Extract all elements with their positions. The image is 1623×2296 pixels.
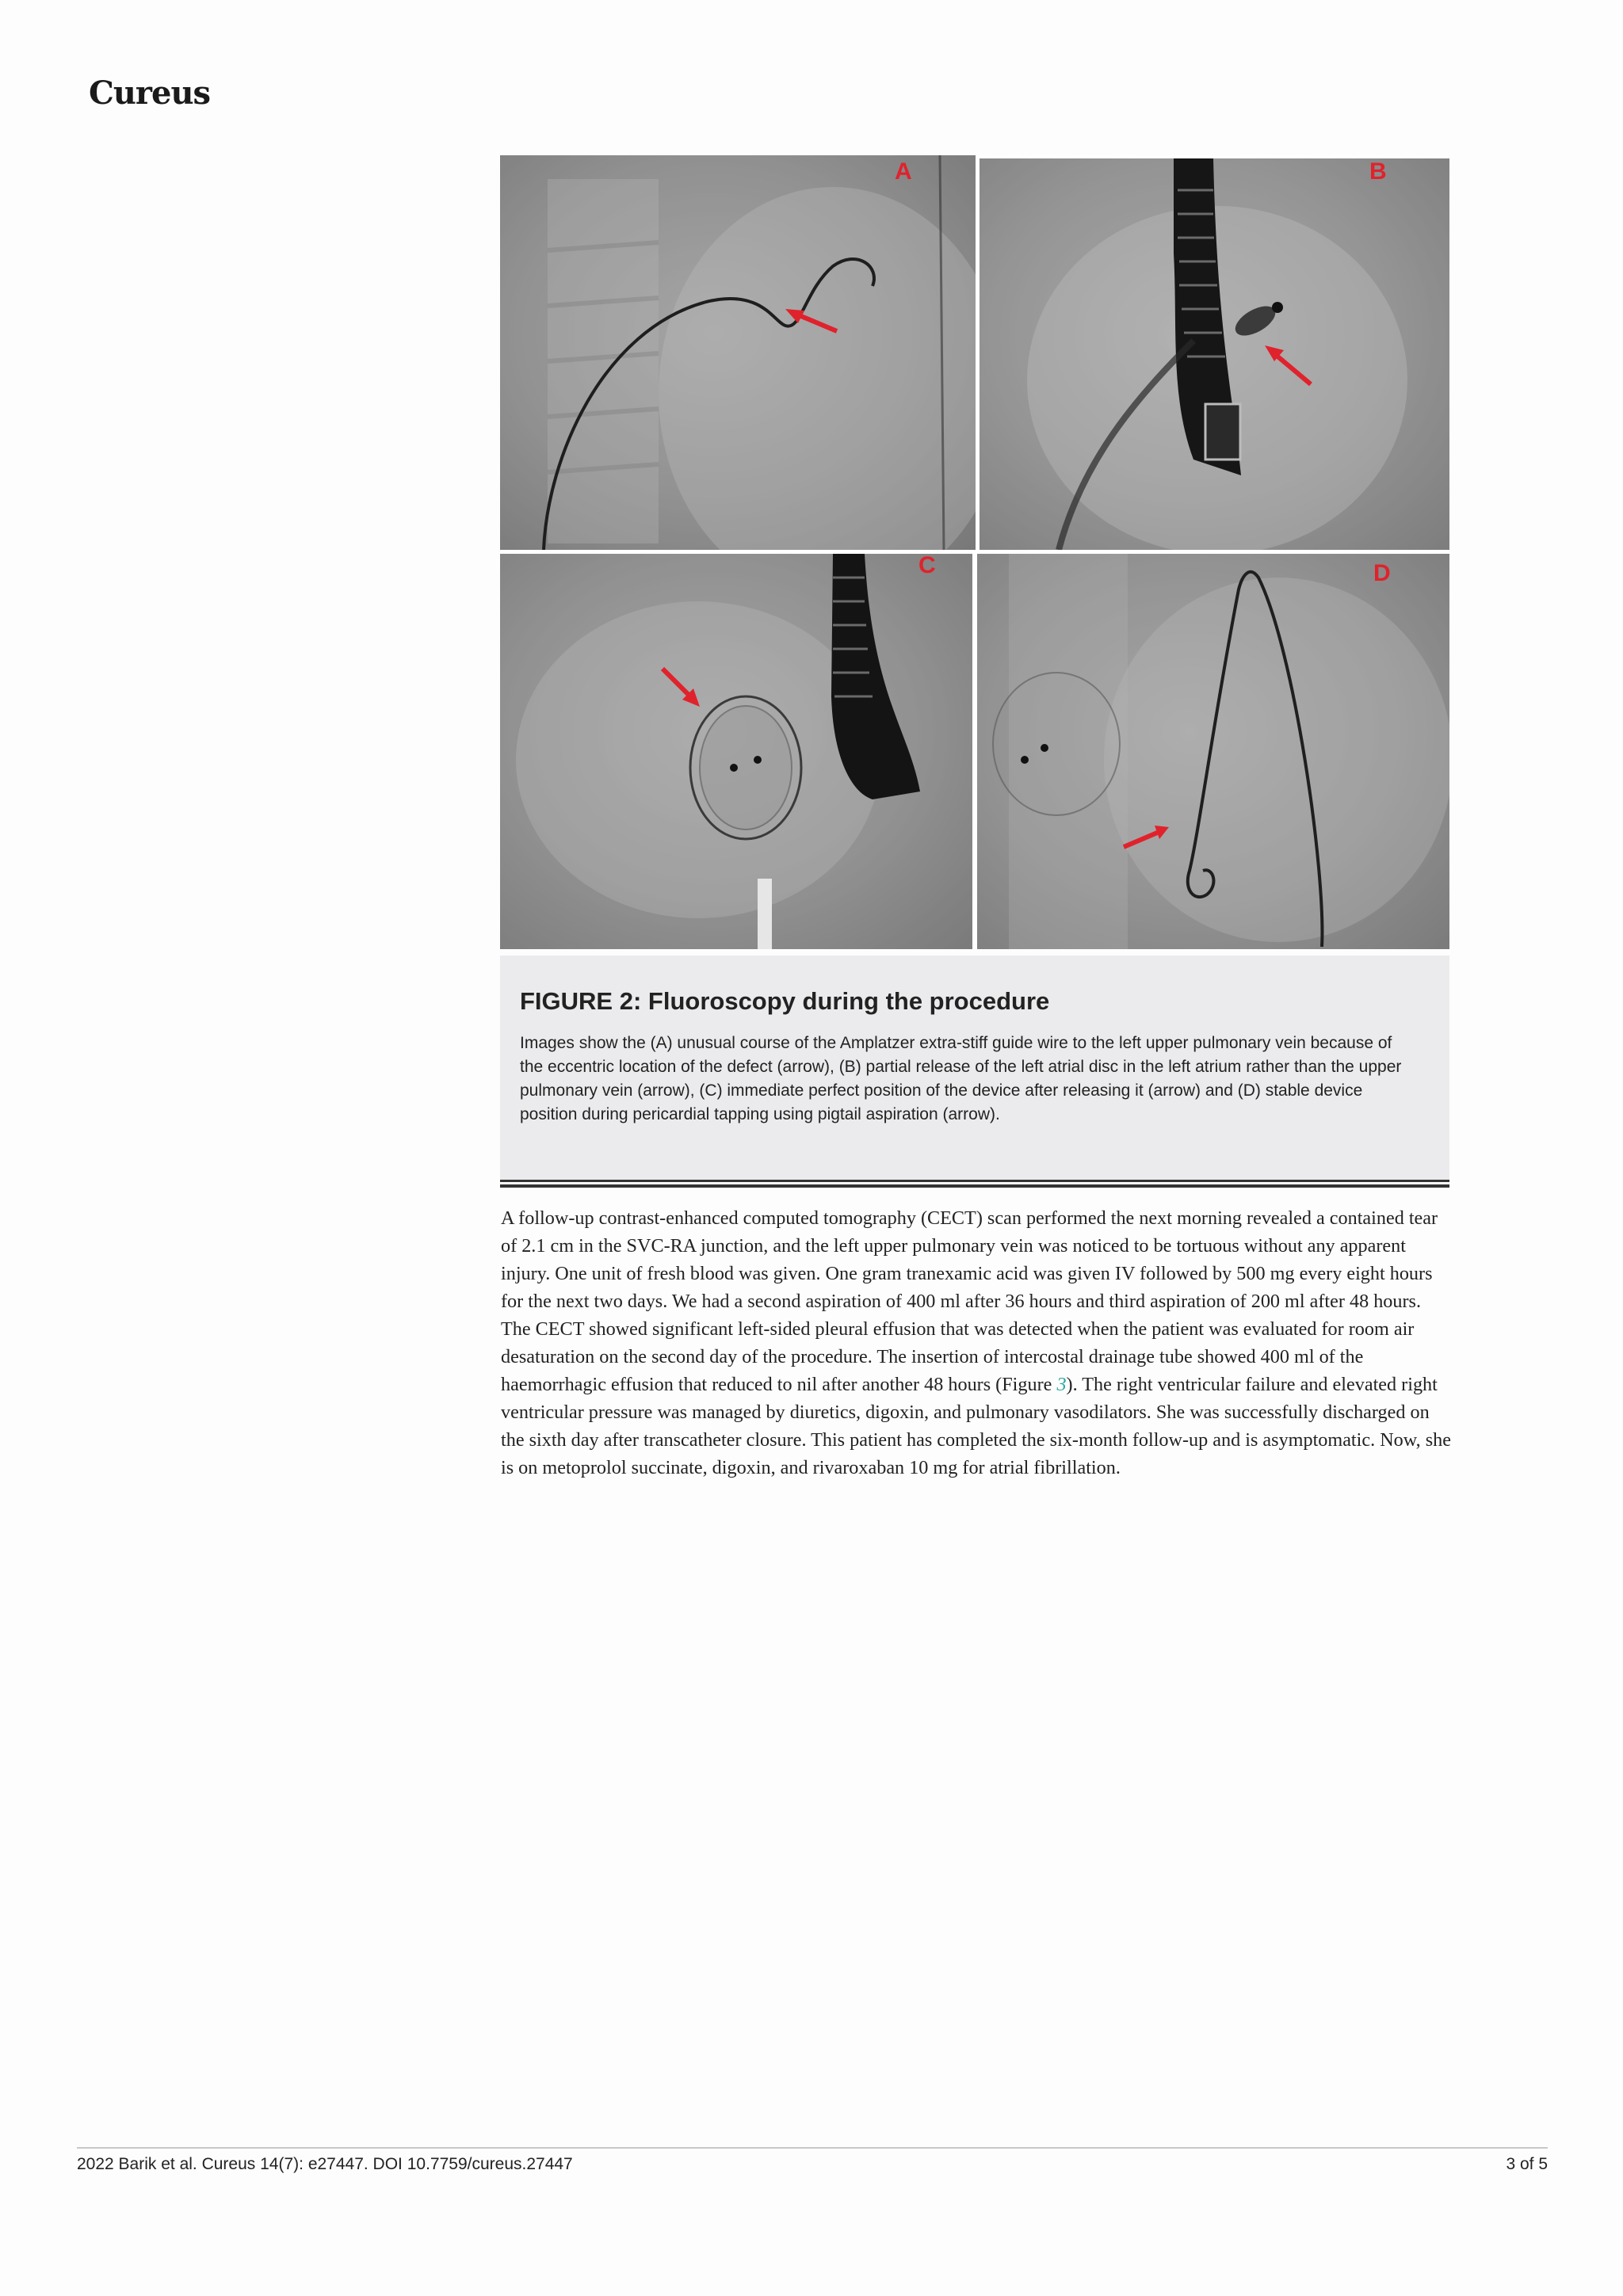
body-paragraph	[501, 1204, 1452, 1482]
panel-b-image	[980, 158, 1449, 550]
body-text-part-2: ). The right ventricular failure and elevated right ventricular pressure was managed by diuretics, digoxin, and pulmonary vasodilators. She was successfully discharged on the sixth day after transcatheter closure. This patient has completed the six-month follow-up and is asymptomatic. Now, she is on metoprolol succinate, digoxin, and rivaroxaban 10 mg for atrial fibrillation.	[501, 1374, 1451, 1478]
caption-divider	[500, 1180, 1449, 1188]
fluoroscopy-image-grid	[500, 155, 1449, 949]
figure-caption-text: Images show the (A) unusual course of the Amplatzer extra-stiff guide wire to the left upper pulmonary vein because of the eccentric location of the defect (arrow), (B) partial release of the left atrial disc in the left atrium rather than the upper pulmonary vein (arrow), (C) immediate perfect position of the device after releasing it (arrow) and (D) stable device position during pericardial tapping using pigtail aspiration (arrow).	[520, 1034, 1402, 1123]
panel-label-b: B	[1369, 158, 1387, 185]
figure-2	[500, 155, 1449, 1188]
fluoroscopy-panel-a	[500, 155, 976, 550]
panel-c-image	[500, 554, 972, 949]
panel-label-a: A	[895, 158, 912, 185]
footer-divider	[77, 2147, 1548, 2149]
figure-caption-title: FIGURE 2: Fluoroscopy during the procedure	[520, 987, 1050, 1015]
figure-3-link[interactable]: 3	[1056, 1374, 1067, 1395]
footer-citation: 2022 Barik et al. Cureus 14(7): e27447. DOI 10.7759/cureus.27447	[77, 2155, 573, 2173]
journal-logo: Cureus	[89, 74, 211, 112]
fluoroscopy-panel-c	[500, 554, 972, 949]
figure-caption	[500, 955, 1449, 1180]
panel-d-image	[977, 554, 1449, 949]
body-text-part-1: A follow-up contrast-enhanced computed tomography (CECT) scan performed the next morning revealed a contained tear of 2.1 cm in the SVC-RA junction, and the left upper pulmonary vein was noticed to be tortuous without any apparent injury. One unit of fresh blood was given. One gram tranexamic acid was given IV followed by 500 mg every eight hours for the next two days. We had a second aspiration of 400 ml after 36 hours and third aspiration of 200 ml after 48 hours. The CECT showed significant left-sided pleural effusion that was detected when the patient was evaluated for room air desaturation on the second day of the procedure. The insertion of intercostal drainage tube showed 400 ml of the haemorrhagic effusion that reduced to nil after another 48 hours (Figure	[501, 1207, 1438, 1395]
panel-label-d: D	[1373, 560, 1391, 586]
panel-label-c: C	[918, 554, 936, 578]
panel-a-image	[500, 155, 976, 550]
page-number: 3 of 5	[1506, 2155, 1548, 2173]
fluoroscopy-panel-d	[977, 554, 1449, 949]
fluoroscopy-panel-b	[980, 158, 1449, 550]
